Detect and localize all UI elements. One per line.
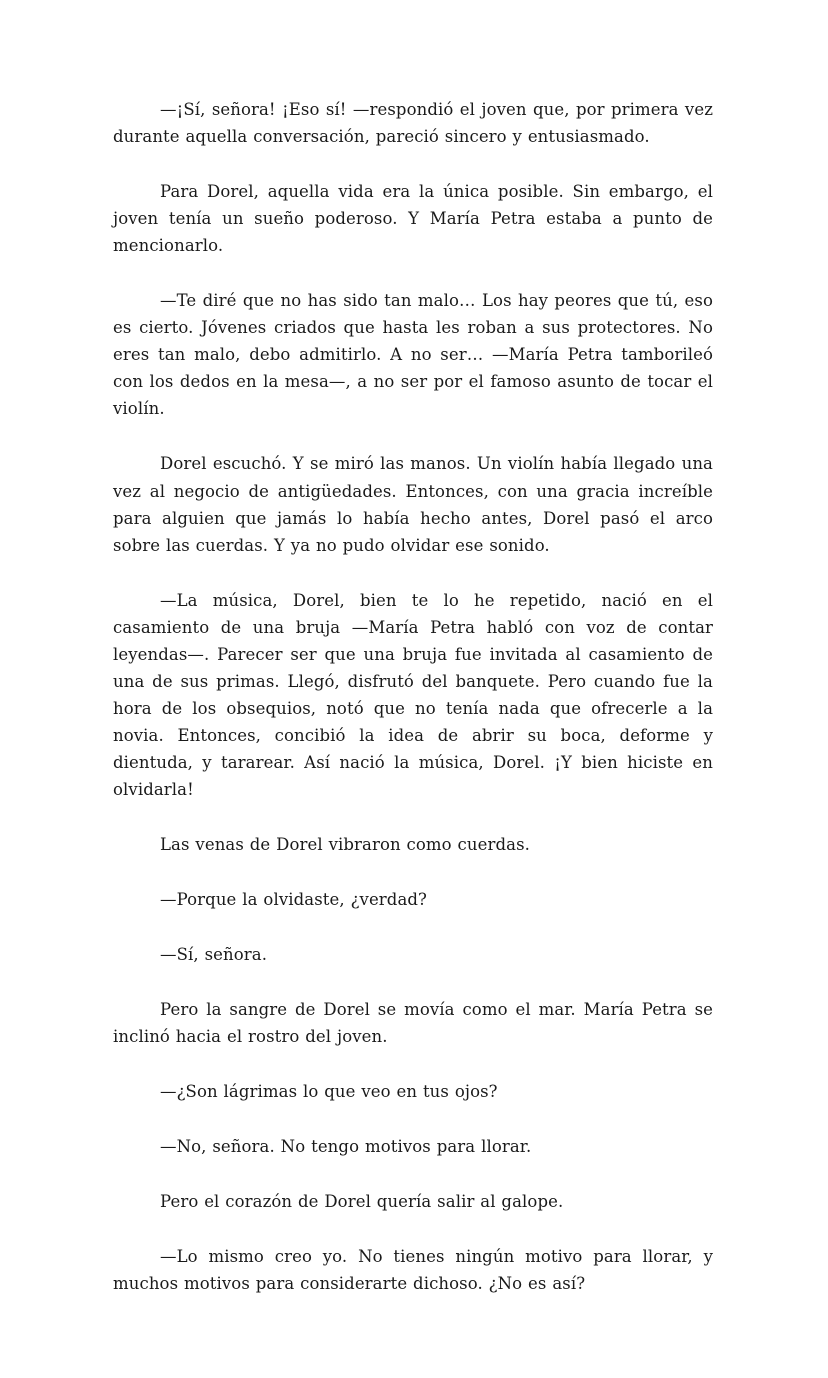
paragraph: —La música, Dorel, bien te lo he repetido, nació en el casamiento de una bruja —María Petra habló con voz de contar leyendas—. Parecer ser que una bruja fue invitada al casamiento de una de sus primas. Llegó, disfrutó del banquete. Pero cuando fue la hora de los obsequios, notó que no tenía nada que ofrecerle a la novia. Entonces, concibió la idea de abrir su boca, deforme y dientuda, y tararear. Así nació la música, Dorel. ¡Y bien hiciste en olvidarla! (113, 590, 713, 799)
paragraph: —¿Son lágrimas lo que veo en tus ojos? (160, 1082, 498, 1102)
paragraph: —Porque la olvidaste, ¿verdad? (160, 890, 428, 910)
paragraph: —¡Sí, señora! ¡Eso sí! —respondió el joven que, por primera vez durante aquella conversación, pareció sincero y entusiasmado. (113, 100, 713, 147)
paragraph: —Lo mismo creo yo. No tienes ningún motivo para llorar, y muchos motivos para considerarte dichoso. ¿No es así? (113, 1247, 713, 1294)
paragraph: Las venas de Dorel vibraron como cuerdas. (160, 835, 530, 855)
paragraph: —Sí, señora. (160, 945, 268, 965)
paragraph: Para Dorel, aquella vida era la única posible. Sin embargo, el joven tenía un sueño poderoso. Y María Petra estaba a punto de mencionarlo. (113, 182, 713, 256)
paragraph: Pero la sangre de Dorel se movía como el mar. María Petra se inclinó hacia el rostro del joven. (113, 1000, 713, 1047)
paragraph: —Te diré que no has sido tan malo… Los hay peores que tú, eso es cierto. Jóvenes criados que hasta les roban a sus protectores. No eres tan malo, debo admitirlo. A no ser… —María Petra tamborileó con los dedos en la mesa—, a no ser por el famoso asunto de tocar el violín. (113, 291, 713, 419)
paragraph: Pero el corazón de Dorel quería salir al galope. (160, 1192, 564, 1212)
paragraph: —No, señora. No tengo motivos para llorar. (160, 1137, 532, 1157)
paragraph: Dorel escuchó. Y se miró las manos. Un violín había llegado una vez al negocio de antigüedades. Entonces, con una gracia increíble para alguien que jamás lo había hecho antes, Dorel pasó el arco sobre las cuerdas. Y ya no pudo olvidar ese sonido. (113, 454, 713, 555)
